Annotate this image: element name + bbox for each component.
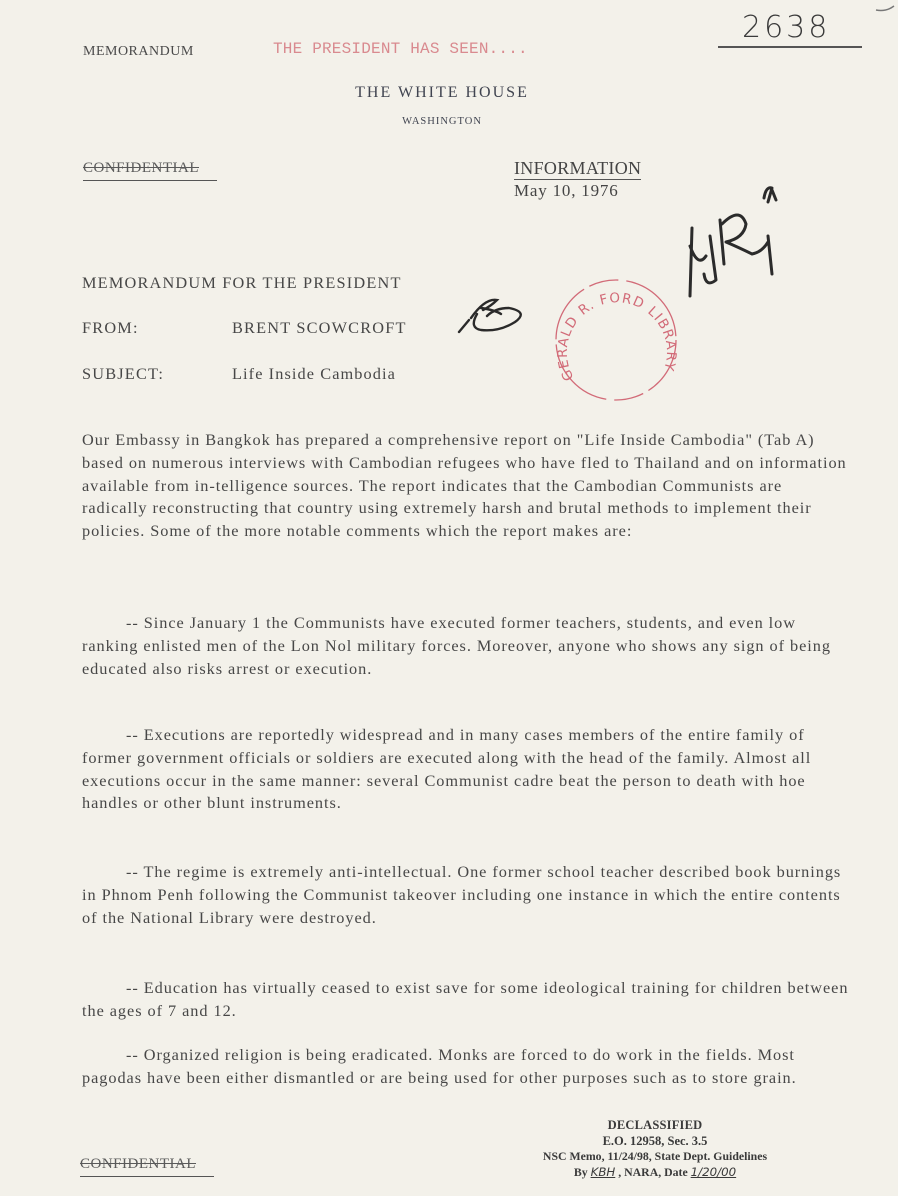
bullet-paragraph [82, 612, 852, 680]
declassification-block [495, 1118, 815, 1180]
handwritten-initials-icon [680, 176, 790, 301]
corner-mark-icon [872, 0, 898, 14]
intro-text: Our Embassy in Bangkok has prepared a comprehensive report on "Life Inside Cambodia" (Tab A) based on numerous interviews with Cambodian refugees who have fled to Thailand and on information available from in-telligence sources. The report indicates that the Cambodian Communists are radically reconstructing that country using extremely harsh and brutal methods to implement their policies. Some of the more notable comments which the report makes are: [82, 430, 847, 541]
declass-by-line [495, 1165, 815, 1181]
bullet-text: -- The regime is extremely anti-intellectual. One former school teacher described book burnings in Phnom Penh following the Communist takeover including one instance in which the entire contents of the National Library were destroyed. [82, 862, 842, 927]
memorandum-label: MEMORANDUM [83, 44, 194, 59]
subject-label: SUBJECT: [82, 364, 165, 383]
bullet-text: -- Since January 1 the Communists have executed former teachers, students, and even low ranking enlisted men of the Lon Nol military forces. Moreover, anyone who shows any sign of being educated also risks arrest or execution. [82, 613, 831, 678]
classification-bottom: CONFIDENTIAL [80, 1156, 214, 1177]
svg-text:GERALD R. FORD LIBRARY [555, 290, 679, 383]
ford-library-stamp-icon [552, 278, 682, 408]
declass-by-initials: KBH [590, 1164, 616, 1179]
memo-for-line: MEMORANDUM FOR THE PRESIDENT [82, 273, 402, 292]
president-seen-stamp: THE PRESIDENT HAS SEEN.... [273, 40, 528, 58]
subject-value: Life Inside Cambodia [232, 364, 396, 383]
bullet-text: -- Executions are reportedly widespread and in many cases members of the entire family of former government officials or soldiers are executed along with the head of the family. Almost all executions occur in the same manner: several Communist cadre beat the person to death with hoe handles or other blunt instruments. [82, 725, 812, 813]
memo-type-label: INFORMATION [514, 158, 642, 178]
letterhead-title: THE WHITE HOUSE [355, 84, 529, 101]
scowcroft-initials-icon [455, 292, 530, 337]
declass-nara-label: , NARA, Date [618, 1164, 688, 1179]
memo-date: May 10, 1976 [514, 181, 619, 200]
document-number-underline [718, 46, 862, 48]
declass-by-prefix: By [573, 1164, 588, 1179]
document-number: 2638 [742, 10, 831, 45]
bullet-paragraph [82, 724, 852, 815]
bullet-paragraph [82, 1044, 852, 1090]
bullet-paragraph [82, 861, 852, 929]
intro-paragraph [82, 429, 852, 543]
bullet-text: -- Organized religion is being eradicated. Monks are forced to do work in the fields. Most pagodas have been either dismantled or are being used for other purposes such as to store grain. [82, 1045, 797, 1087]
from-label: FROM: [82, 318, 139, 337]
from-value: BRENT SCOWCROFT [232, 318, 407, 337]
bullet-paragraph [82, 977, 852, 1023]
bullet-text: -- Education has virtually ceased to exist save for some ideological training for children between the ages of 7 and 12. [82, 978, 849, 1020]
declass-guidelines: NSC Memo, 11/24/98, State Dept. Guidelines [542, 1149, 768, 1164]
declass-authority: E.O. 12958, Sec. 3.5 [602, 1133, 708, 1148]
declass-title: DECLASSIFIED [607, 1118, 703, 1132]
library-stamp-text: GERALD R. FORD LIBRARY [554, 290, 680, 384]
letterhead-city: WASHINGTON [402, 116, 482, 127]
classification-top: CONFIDENTIAL [83, 160, 217, 181]
declass-date: 1/20/00 [690, 1164, 737, 1179]
